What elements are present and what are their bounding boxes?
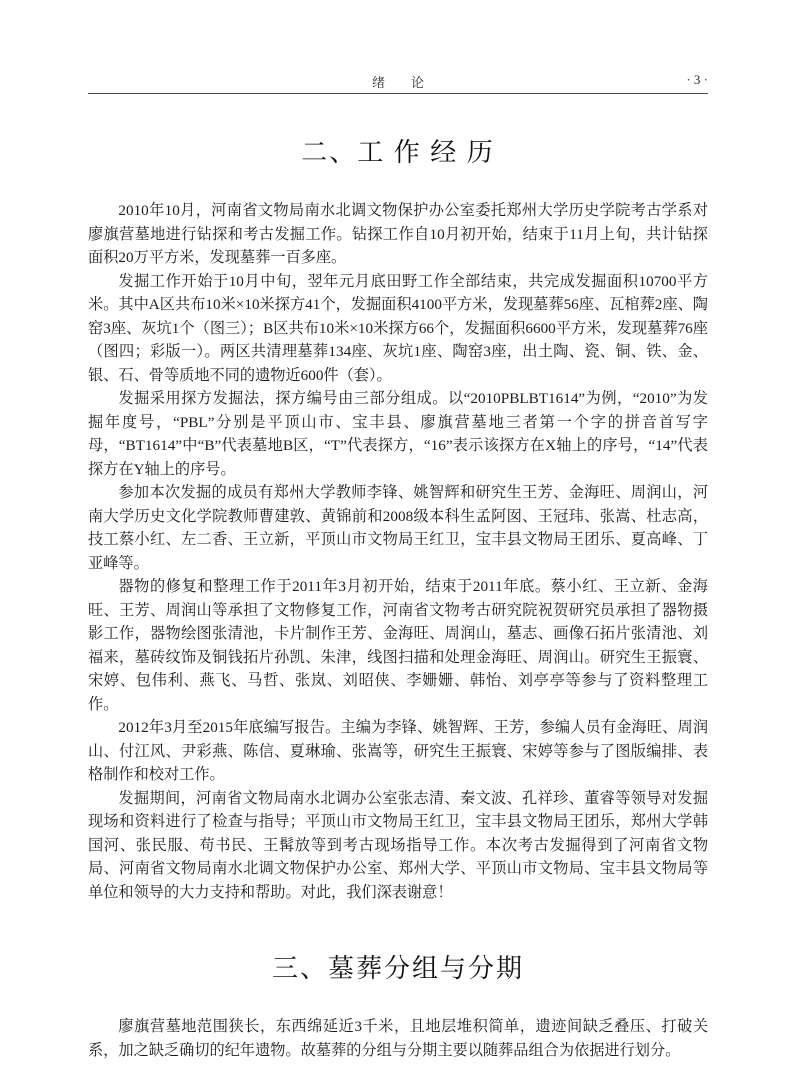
section-title-work-experience: 二、工 作 经 历 xyxy=(301,138,495,167)
paragraph-report-writing: 2012年3月至2015年底编写报告。主编为李锋、姚智辉、王芳，参编人员有金海旺、周润山、付江风、尹彩燕、陈信、夏琳瑜、张嵩等，研究生王振寰、宋婷等参与了图版编排、表格制作和校对工作。 xyxy=(88,719,708,783)
paragraph-acknowledgements: 发掘期间，河南省文物局南水北调办公室张志清、秦文波、孔祥珍、董睿等领导对发掘现场和资料进行了检查与指导；平顶山市文物局王红卫，宝丰县文物局王团乐，郑州大学韩国河、张民服、苟书民、王髯放等到考古现场指导工作。本次考古发掘得到了河南省文物局、河南省文物局南水北调文物保护办公室、郑州大学、平顶山市文物局、宝丰县文物局等单位和领导的大力支持和帮助。对此，我们深表谢意！ xyxy=(88,789,708,901)
paragraph-tomb-grouping-basis: 廖旗营墓地范围狭长，东西绵延近3千米，且地层堆积简单，遗迹间缺乏叠压、打破关系，加之缺乏确切的纪年遗物。故墓葬的分组与分期主要以随葬品组合为依据进行划分。 xyxy=(88,1018,708,1059)
paragraph-numbering-system: 发掘采用探方发掘法，探方编号由三部分组成。以“2010PBLBT1614”为例，“2010”为发掘年度号，“PBL”分别是平顶山市、宝丰县、廖旗营墓地三者第一个字的拼音首写字母，“BT1614”中“B”代表墓地B区，“T”代表探方，“16”表示该探方在X轴上的序号，“14”代表探方在Y轴上的序号。 xyxy=(88,390,708,478)
section-title-tomb-grouping: 三、墓葬分组与分期 xyxy=(271,954,524,983)
running-header-title: 绪 论 xyxy=(371,75,424,90)
paragraph-team-members: 参加本次发掘的成员有郑州大学教师李锋、姚智辉和研究生王芳、金海旺、周润山，河南大学历史文化学院教师曹建敦、黄锦前和2008级本科生孟阿囡、王冠玮、张嵩、杜志高，技工蔡小红、左二香、王立新，平顶山市文物局王红卫，宝丰县文物局王团乐、夏高峰、丁亚峰等。 xyxy=(88,484,708,572)
paragraph-restoration-work: 器物的修复和整理工作于2011年3月初开始，结束于2011年底。蔡小红、王立新、金海旺、王芳、周润山等承担了文物修复工作，河南省文物考古研究院祝贺研究员承担了器物摄影工作，器物绘图张清池，卡片制作王芳、金海旺、周润山，墓志、画像石拓片张清池、刘福来，墓砖纹饰及铜钱拓片孙凯、朱津，线图扫描和处理金海旺、周润山。研究生王振寰、宋婷、包伟利、燕飞、马哲、张岚、刘昭侠、李姗姗、韩怡、刘亭亭等参与了资料整理工作。 xyxy=(88,578,708,713)
page-content xyxy=(88,72,708,1062)
paragraph-excavation-area: 发掘工作开始于10月中旬，翌年元月底田野工作全部结束，共完成发掘面积10700平方米。其中A区共布10米×10米探方41个，发掘面积4100平方米，发现墓葬56座、瓦棺葬2座、陶窑3座、灰坑1个（图三）；B区共布10米×10米探方66个，发掘面积6600平方米，发现墓葬76座（图四；彩版一）。两区共清理墓葬134座、灰坑1座、陶窑3座，出土陶、瓷、铜、铁、金、银、石、骨等质地不同的遗物近600件（套）。 xyxy=(88,272,708,384)
running-header xyxy=(88,72,708,90)
paragraph-drilling: 2010年10月，河南省文物局南水北调文物保护办公室委托郑州大学历史学院考古学系对廖旗营墓地进行钻探和考古发掘工作。钻探工作自10月初开始，结束于11月上旬，共计钻探面积20万平方米，发现墓葬一百多座。 xyxy=(88,202,708,266)
page-number: · 3 · xyxy=(686,72,708,87)
header-rule xyxy=(88,93,708,94)
